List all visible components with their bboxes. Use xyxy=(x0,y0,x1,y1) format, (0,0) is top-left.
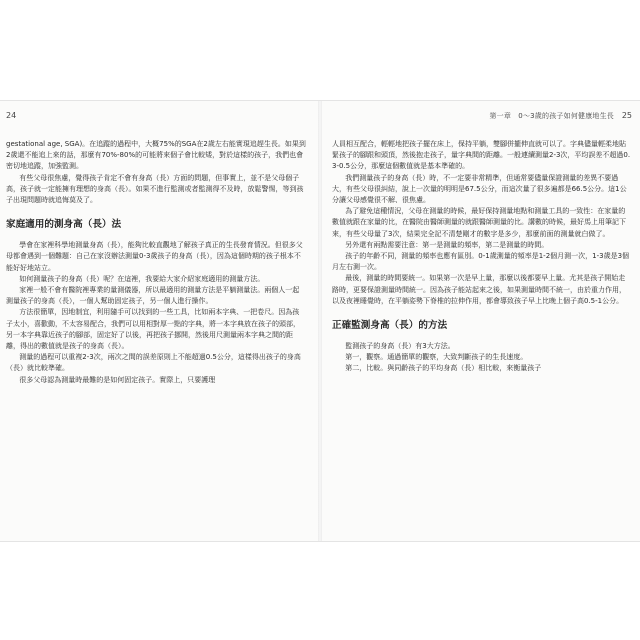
section-heading: 正確監測身高（長）的方法 xyxy=(332,320,448,332)
paragraph: 為了避免這種情況，父母在測量的時候，最好保持測量地點和測量工具的一致性：在家量的數值就跟在家量的比，在醫院由醫師測量的就跟醫師測量的比。講數的時候，最好馬上用筆記下來，有些父母量了3次，結果完全記不清楚剛才的數字是多少，那麼前面的測量就白做了。 xyxy=(332,207,626,238)
section-heading: 家庭適用的測身高（長）法 xyxy=(6,219,122,231)
book-gutter xyxy=(318,101,322,541)
paragraph: 家裡一般不會有醫院裡專業的量測儀器，所以最適用的測量方法是平躺測量法。兩個人一起測量孩子的身高（長），一個人幫助固定孩子，另一個人進行操作。 xyxy=(6,286,300,306)
left-page xyxy=(6,101,306,541)
left-page-header xyxy=(6,111,306,123)
paragraph: 孩子的年齡不同，測量的頻率也應有區別。0-1歲測量的頻率是1-2個月測一次，1-3歲是3個月左右測一次。 xyxy=(332,252,630,272)
paragraph: 方法很簡單，因地制宜，利用隨手可以找到的一些工具，比如兩本字典、一把卷尺。因為孩子太小，喜歡動，不太容易配合，我們可以用相對厚一點的字典，將一本字典放在孩子的頭部，另一本字典靠近孩子的腳部，固定好了以後，再把孩子挪開，然後用尺測量兩本字典之間的距離，得出的數值就是孩子的身高（長）。 xyxy=(6,308,300,351)
left-page-number: 24 xyxy=(6,111,17,120)
right-page xyxy=(332,101,632,541)
left-page-content xyxy=(6,139,306,386)
paragraph: 第一，觀察。通過簡單的觀察，大致判斷孩子的生長速度。 xyxy=(345,353,528,362)
paragraph: 我們測量孩子的身高（長）時，不一定要非常精準，但通常要儘量保證測量的差異不要過大，有些父母很糾結，說上一次量的明明是67.5公分，而這次量了很多遍都是66.5公分。這1公分讓父母感覺很不解、很焦慮。 xyxy=(332,173,627,205)
paragraph: 測量的過程可以重複2-3次，兩次之間的誤差原則上不能超過0.5公分，這樣得出孩子的身高（長）就比較準確。 xyxy=(6,353,301,373)
chapter-header: 第一章 0～3歲的孩子如何健康地生長 xyxy=(489,112,614,120)
paragraph: 另外還有兩點需要注意：第一是測量的頻率，第二是測量的時間。 xyxy=(345,240,549,249)
paragraph: 學會在家裡科學地測量身高（長），能夠比較直觀地了解孩子真正的生長發育情況。但很多父母都會遇到一個難題：自己在家沒辦法測量0-3歲孩子的身高（長），因為這個時期的孩子根本不能好好地站立。 xyxy=(6,241,303,272)
book-spread xyxy=(0,100,640,542)
paragraph: 人員相互配合，輕輕地把孩子擺在床上，保持平躺，雙腳併攏伸直就可以了。字典儘量輕柔地貼緊孩子的腳跟和頭頂，然後抱走孩子，量字典間的距離。一般連續測量2-3次，平均誤差不超過0.3-0.5公分，那麼這個數值就是基本準確的。 xyxy=(332,140,631,171)
right-page-number: 25 xyxy=(621,111,632,120)
paragraph: 如何測量孩子的身高（長）呢？在這裡，我要給大家介紹家庭適用的測量方法。 xyxy=(19,274,265,283)
paragraph: 第二，比較。與同齡孩子的平均身高（長）相比較，來衡量孩子 xyxy=(345,364,542,373)
right-page-content xyxy=(332,139,632,375)
paragraph: 最後，測量的時間要統一。如果第一次是早上量，那麼以後都要早上量。尤其是孩子開始走路時，更要保證測量時間統一。因為孩子能站起來之後，如果測量時間不統一，由於重力作用，以及夜裡睡覺時，在平躺姿勢下脊椎的拉伸作用，都會導致孩子早上比晚上個子高0.5-1公分。 xyxy=(332,274,626,305)
paragraph: gestational age, SGA)。在追蹤的過程中，大概75%的SGA在2歲左右能實現追趕生長。如果到2歲還不能追上來的話，那麼有70%-80%的可能將來個子會比較矮，對於這樣的孩子，我們也會密切地追蹤，加強監測。 xyxy=(6,140,306,171)
paragraph: 有些父母很焦慮，覺得孩子肯定不會有身高（長）方面的問題，但事實上，並不是父母個子高，孩子就一定能擁有理想的身高（長）。如果不進行監測或者監測得不及時，放鬆警惕，等到孩子出現問題時就追悔莫及了。 xyxy=(6,173,304,205)
paragraph: 很多父母認為測量時最難的是如何固定孩子。實際上，只要護理 xyxy=(19,375,216,384)
right-page-header xyxy=(332,111,632,123)
paragraph: 監測孩子的身高（長）有3大方法。 xyxy=(345,342,455,351)
